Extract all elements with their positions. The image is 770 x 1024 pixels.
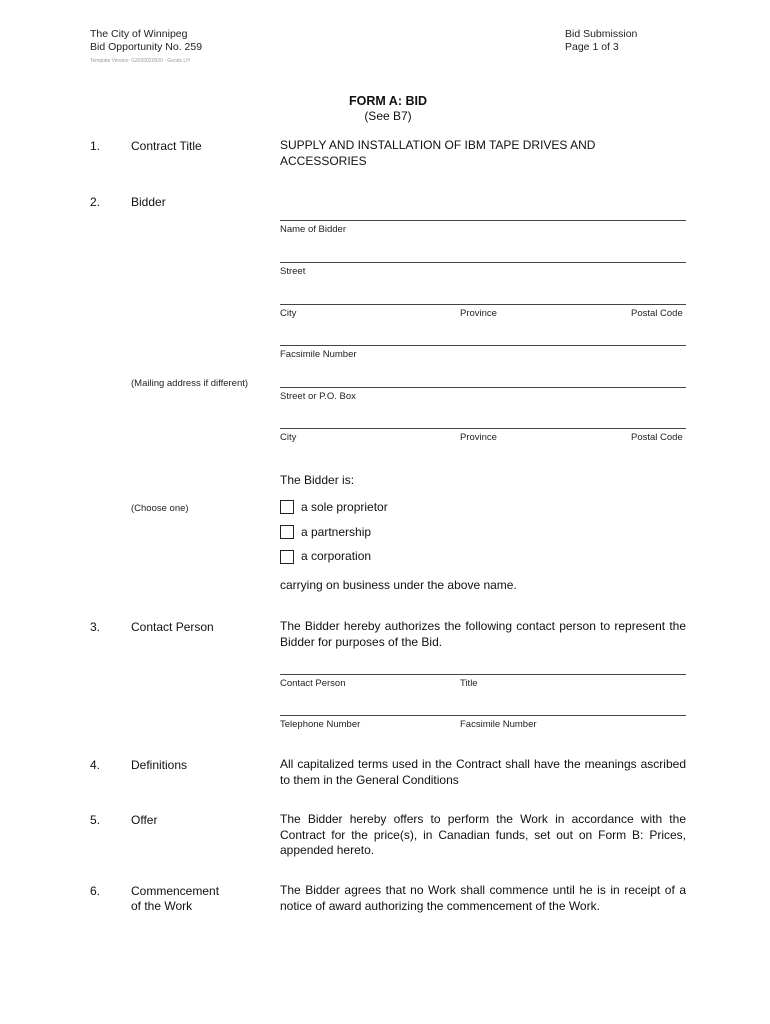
contact-facsimile-caption: Facsimile Number (460, 719, 537, 730)
street-caption: Street (280, 266, 306, 277)
section-5-label: Offer (131, 813, 158, 827)
section-3-label: Contact Person (131, 620, 214, 634)
title-caption: Title (460, 678, 478, 689)
name-of-bidder-caption: Name of Bidder (280, 224, 347, 235)
header-city: The City of Winnipeg (90, 28, 188, 40)
mailing-postal-caption: Postal Code (631, 432, 683, 443)
contract-title-line1: SUPPLY AND INSTALLATION OF IBM TAPE DRIVES AND (280, 138, 596, 152)
telephone-caption: Telephone Number (280, 719, 361, 730)
facsimile-line[interactable] (280, 345, 686, 346)
contract-title-line2: ACCESSORIES (280, 154, 367, 168)
partnership-checkbox[interactable] (280, 525, 294, 539)
phone-fax-line[interactable] (280, 715, 686, 716)
facsimile-caption: Facsimile Number (280, 349, 357, 360)
definitions-text: All capitalized terms used in the Contract shall have the meanings ascribed to them in the General Conditions (280, 757, 686, 787)
street-line[interactable] (280, 262, 686, 263)
section-2-label: Bidder (131, 195, 166, 209)
header-page-number: Page 1 of 3 (565, 41, 619, 53)
bidder-is-label: The Bidder is: (280, 473, 355, 487)
section-5-number: 5. (90, 813, 101, 827)
corporation-checkbox[interactable] (280, 550, 294, 564)
po-box-line[interactable] (280, 387, 686, 388)
offer-text: The Bidder hereby offers to perform the Work in accordance with the Contract for the price(s), in Canadian funds, set out on Form B: Prices, appended hereto. (280, 812, 686, 857)
choose-one-note: (Choose one) (131, 503, 189, 514)
contact-person-caption: Contact Person (280, 678, 346, 689)
postal-code-caption: Postal Code (631, 308, 683, 319)
section-2-number: 2. (90, 195, 101, 209)
section-6-label-line2: of the Work (131, 899, 193, 913)
corporation-label: a corporation (301, 549, 372, 563)
partnership-label: a partnership (301, 525, 372, 539)
section-6-number: 6. (90, 884, 101, 898)
section-3-number: 3. (90, 620, 101, 634)
mailing-city-line[interactable] (280, 428, 686, 429)
section-4-label: Definitions (131, 758, 188, 772)
contact-title-line[interactable] (280, 674, 686, 675)
sole-proprietor-checkbox[interactable] (280, 500, 294, 514)
carrying-on-business-text: carrying on business under the above name. (280, 578, 517, 592)
po-box-caption: Street or P.O. Box (280, 391, 356, 402)
header-bid-submission: Bid Submission (565, 28, 638, 40)
template-version: Template Version: G2020020920 - Goods LH (90, 58, 190, 64)
city-caption: City (280, 308, 297, 319)
city-province-postal-line[interactable] (280, 304, 686, 305)
sole-proprietor-label: a sole proprietor (301, 500, 388, 514)
header-bid-opportunity: Bid Opportunity No. 259 (90, 41, 203, 53)
form-title: FORM A: BID (349, 94, 427, 108)
form-subtitle: (See B7) (364, 109, 412, 123)
section-4-number: 4. (90, 758, 101, 772)
contact-person-text: The Bidder hereby authorizes the following contact person to represent the Bidder for purposes of the Bid. (280, 619, 686, 649)
mailing-address-note: (Mailing address if different) (131, 378, 249, 389)
name-of-bidder-line[interactable] (280, 220, 686, 221)
mailing-city-caption: City (280, 432, 297, 443)
section-1-label: Contract Title (131, 139, 202, 153)
mailing-province-caption: Province (460, 432, 497, 443)
province-caption: Province (460, 308, 497, 319)
commencement-text: The Bidder agrees that no Work shall commence until he is in receipt of a notice of award authorizing the commencement of the Work. (280, 883, 686, 913)
section-1-number: 1. (90, 139, 101, 153)
section-6-label-line1: Commencement (131, 884, 220, 898)
